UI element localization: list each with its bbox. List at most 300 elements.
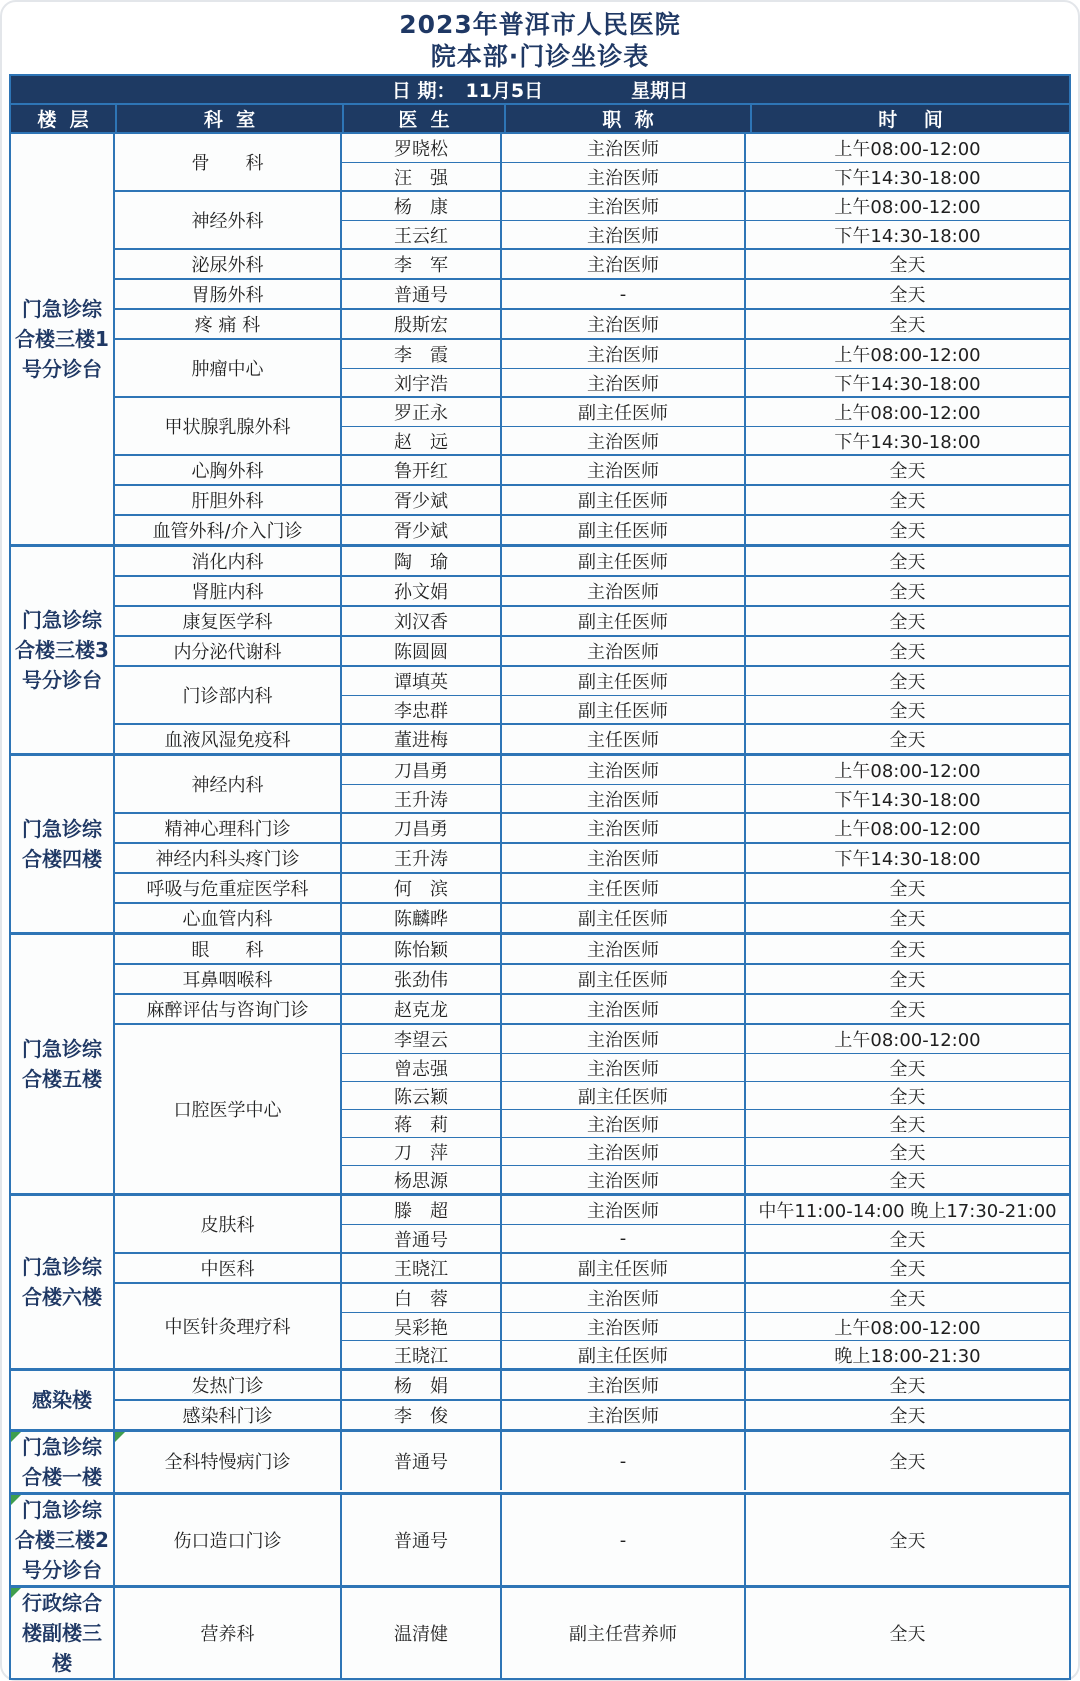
doctor-title: 主治医师 [502, 456, 746, 484]
doctor-name: 王升涛 [342, 785, 502, 812]
doctor-rows [342, 1432, 1069, 1490]
doctor-rows [342, 874, 1069, 902]
doctor-rows [342, 995, 1069, 1023]
doctor-rows [342, 844, 1069, 872]
schedule-row [342, 607, 1069, 635]
schedule-row [342, 1165, 1069, 1193]
doctor-rows [342, 516, 1069, 544]
clinic-time: 下午14:30-18:00 [834, 789, 981, 811]
doctor-rows [342, 1025, 1069, 1193]
clinic-time: 全天 [889, 879, 926, 900]
department-name: 呼吸与危重症医学科 [115, 874, 342, 902]
department-group [115, 1282, 1069, 1368]
floor-label: 门急诊综合楼一楼 [11, 1432, 115, 1492]
doctor-title: 主治医师 [502, 1284, 746, 1312]
doctor-title: 副主任医师 [502, 1254, 746, 1282]
doctor-name: 王升涛 [342, 844, 502, 872]
doctor-rows [342, 1588, 1069, 1678]
department-name: 皮肤科 [115, 1196, 342, 1252]
page-title-line2: 院本部·门诊坐诊表 [430, 42, 650, 71]
schedule-row [342, 637, 1069, 665]
clinic-time: 下午14:30-18:00 [834, 849, 981, 870]
doctor-title: 主治医师 [502, 250, 746, 278]
department-name: 肝胆外科 [115, 486, 342, 514]
department-name: 神经内科头疼门诊 [115, 844, 342, 872]
doctor-title: 主治医师 [502, 1110, 746, 1137]
clinic-time: 全天 [889, 970, 926, 991]
department-name: 门诊部内科 [115, 667, 342, 723]
doctor-name: 何 滨 [342, 874, 502, 902]
floor-block [11, 932, 1069, 1193]
clinic-time: 下午14:30-18:00 [834, 373, 981, 395]
department-group [115, 902, 1069, 932]
clinic-time: 全天 [889, 612, 926, 633]
clinic-time: 全天 [889, 1406, 926, 1427]
doctor-title: 主治医师 [502, 369, 746, 396]
doctor-rows [342, 814, 1069, 842]
clinic-time: 下午14:30-18:00 [834, 225, 981, 247]
department-group [115, 1023, 1069, 1193]
weekday-value: 星期日 [631, 80, 689, 102]
department-name: 伤口造口门诊 [115, 1495, 342, 1585]
doctor-rows [342, 310, 1069, 338]
clinic-time: 全天 [889, 730, 926, 751]
doctor-title: 主治医师 [502, 340, 746, 368]
department-name: 康复医学科 [115, 607, 342, 635]
doctor-title: 主治医师 [502, 1166, 746, 1193]
doctor-title: 主治医师 [502, 1196, 746, 1224]
schedule-table [9, 74, 1071, 1680]
department-column [115, 1196, 1069, 1368]
department-group [115, 134, 1069, 190]
doctor-rows [342, 398, 1069, 454]
department-name: 肾脏内科 [115, 577, 342, 605]
schedule-row [342, 814, 1069, 842]
doctor-rows [342, 607, 1069, 635]
floor-block [11, 134, 1069, 544]
clinic-time: 全天 [889, 1376, 926, 1397]
clinic-time: 全天 [889, 1170, 926, 1192]
doctor-title: 主治医师 [502, 1025, 746, 1053]
schedule-row [342, 280, 1069, 308]
doctor-name: 王晓江 [342, 1341, 502, 1368]
doctor-rows [342, 1495, 1069, 1585]
doctor-name: 陈麟晔 [342, 904, 502, 932]
schedule-row [342, 162, 1069, 190]
doctor-title: 主任医师 [502, 725, 746, 753]
doctor-title: 副主任营养师 [502, 1588, 746, 1678]
doctor-rows [342, 134, 1069, 190]
schedule-row [342, 995, 1069, 1023]
doctor-name: 罗晓松 [342, 134, 502, 162]
schedule-row [342, 844, 1069, 872]
department-column [115, 547, 1069, 753]
department-name: 甲状腺乳腺外科 [115, 398, 342, 454]
doctor-title: 主治医师 [502, 1401, 746, 1429]
doctor-name: 胥少斌 [342, 486, 502, 514]
department-group [115, 756, 1069, 812]
doctor-title: 主治医师 [502, 785, 746, 812]
doctor-name: 温清健 [342, 1588, 502, 1678]
department-group [115, 338, 1069, 396]
schedule-row [342, 667, 1069, 695]
doctor-rows [342, 965, 1069, 993]
clinic-time: 全天 [889, 700, 926, 722]
schedule-row [342, 1196, 1069, 1224]
doctor-rows [342, 725, 1069, 753]
schedule-row [342, 784, 1069, 812]
doctor-name: 李 霞 [342, 340, 502, 368]
doctor-title: 主治医师 [502, 221, 746, 248]
doctor-rows [342, 667, 1069, 723]
clinic-time: 全天 [889, 1259, 926, 1280]
department-name: 中医科 [115, 1254, 342, 1282]
doctor-title: 主治医师 [502, 1371, 746, 1399]
doctor-title: 副主任医师 [502, 516, 746, 544]
column-header-floor: 楼 层 [37, 109, 89, 131]
doctor-name: 杨 康 [342, 192, 502, 220]
doctor-rows [342, 637, 1069, 665]
doctor-title: 主治医师 [502, 995, 746, 1023]
clinic-time: 全天 [889, 1086, 926, 1108]
schedule-sheet [9, 8, 1071, 1680]
doctor-name: 赵克龙 [342, 995, 502, 1023]
doctor-name: 普通号 [342, 1432, 502, 1490]
schedule-row [342, 310, 1069, 338]
schedule-row [342, 1081, 1069, 1109]
doctor-title: 主治医师 [502, 844, 746, 872]
doctor-title: 主任医师 [502, 874, 746, 902]
doctor-rows [342, 280, 1069, 308]
doctor-title: 副主任医师 [502, 398, 746, 426]
department-name: 感染科门诊 [115, 1401, 342, 1429]
clinic-time: 上午08:00-12:00 [834, 1030, 981, 1051]
floor-block [11, 1429, 1069, 1492]
doctor-name: 陈圆圆 [342, 637, 502, 665]
doctor-rows [342, 577, 1069, 605]
doctor-name: 杨思源 [342, 1166, 502, 1193]
department-name: 发热门诊 [115, 1371, 342, 1399]
clinic-time: 上午08:00-12:00 [834, 819, 981, 840]
department-group [115, 1196, 1069, 1252]
doctor-title: 主治医师 [502, 134, 746, 162]
schedule-row [342, 134, 1069, 162]
doctor-title: 副主任医师 [502, 486, 746, 514]
clinic-time: 上午08:00-12:00 [834, 345, 981, 366]
clinic-time: 全天 [889, 940, 926, 961]
schedule-row [342, 1109, 1069, 1137]
doctor-name: 王晓江 [342, 1254, 502, 1282]
schedule-row [342, 725, 1069, 753]
doctor-rows [342, 935, 1069, 963]
schedule-row [342, 547, 1069, 575]
doctor-name: 罗正永 [342, 398, 502, 426]
doctor-name: 汪 强 [342, 163, 502, 190]
department-group [115, 1399, 1069, 1429]
schedule-row [342, 1588, 1069, 1678]
clinic-time: 全天 [889, 255, 926, 276]
department-group [115, 454, 1069, 484]
clinic-time: 全天 [889, 1229, 926, 1251]
department-group [115, 514, 1069, 544]
doctor-title: 副主任医师 [502, 965, 746, 993]
schedule-row [342, 426, 1069, 454]
department-group [115, 723, 1069, 753]
department-group [115, 484, 1069, 514]
schedule-row [342, 250, 1069, 278]
department-name: 眼 科 [115, 935, 342, 963]
column-header-doctor: 医 生 [342, 105, 504, 132]
department-group [115, 278, 1069, 308]
doctor-title: - [502, 280, 746, 308]
department-name: 耳鼻咽喉科 [115, 965, 342, 993]
department-group [115, 665, 1069, 723]
column-header-title: 职 称 [504, 105, 750, 132]
schedule-row [342, 1371, 1069, 1399]
doctor-name: 普通号 [342, 1225, 502, 1252]
schedule-row [342, 1284, 1069, 1312]
doctor-title: 副主任医师 [502, 607, 746, 635]
clinic-time: 中午11:00-14:00 晚上17:30-21:00 [758, 1201, 1057, 1222]
doctor-name: 普通号 [342, 1495, 502, 1585]
department-group [115, 842, 1069, 872]
doctor-name: 李 俊 [342, 1401, 502, 1429]
doctor-title: 主治医师 [502, 1054, 746, 1081]
clinic-time: 全天 [889, 672, 926, 693]
doctor-title: 副主任医师 [502, 904, 746, 932]
doctor-title: 主治医师 [502, 1138, 746, 1165]
doctor-title: 副主任医师 [502, 667, 746, 695]
schedule-row [342, 874, 1069, 902]
schedule-row [342, 1053, 1069, 1081]
doctor-name: 孙文娟 [342, 577, 502, 605]
schedule-row [342, 368, 1069, 396]
doctor-rows [342, 1196, 1069, 1252]
doctor-name: 陈云颖 [342, 1082, 502, 1109]
clinic-time: 全天 [889, 521, 926, 542]
table-body [11, 134, 1069, 1678]
clinic-time: 全天 [889, 1142, 926, 1164]
doctor-rows [342, 1401, 1069, 1429]
clinic-time: 全天 [889, 491, 926, 512]
department-column [115, 756, 1069, 932]
department-name: 口腔医学中心 [115, 1025, 342, 1193]
doctor-title: 主治医师 [502, 163, 746, 190]
clinic-time: 全天 [889, 1624, 926, 1645]
schedule-row [342, 456, 1069, 484]
department-group [115, 396, 1069, 454]
schedule-row [342, 1495, 1069, 1585]
department-name: 精神心理科门诊 [115, 814, 342, 842]
doctor-name: 普通号 [342, 280, 502, 308]
department-name: 骨 科 [115, 134, 342, 190]
department-name: 心胸外科 [115, 456, 342, 484]
department-name: 营养科 [115, 1588, 342, 1678]
department-name: 神经外科 [115, 192, 342, 248]
department-name: 疼 痛 科 [115, 310, 342, 338]
clinic-time: 全天 [889, 1114, 926, 1136]
department-name: 血液风湿免疫科 [115, 725, 342, 753]
schedule-row [342, 1432, 1069, 1490]
doctor-rows [342, 1371, 1069, 1399]
clinic-time: 全天 [889, 582, 926, 603]
schedule-row [342, 398, 1069, 426]
department-group [115, 635, 1069, 665]
doctor-rows [342, 1284, 1069, 1368]
clinic-time: 下午14:30-18:00 [834, 167, 981, 189]
schedule-row [342, 695, 1069, 723]
doctor-name: 白 蓉 [342, 1284, 502, 1312]
title-band [9, 8, 1071, 74]
date-label: 日 期： [391, 80, 456, 102]
clinic-time: 全天 [889, 1000, 926, 1021]
doctor-rows [342, 904, 1069, 932]
date-value: 11月5日 [465, 80, 544, 102]
department-group [115, 935, 1069, 963]
department-name: 内分泌代谢科 [115, 637, 342, 665]
doctor-title: 主治医师 [502, 192, 746, 220]
floor-label: 门急诊综合楼六楼 [11, 1196, 115, 1368]
doctor-name: 董进梅 [342, 725, 502, 753]
floor-block [11, 1492, 1069, 1585]
department-column [115, 935, 1069, 1193]
schedule-row [342, 756, 1069, 784]
doctor-name: 陶 瑜 [342, 547, 502, 575]
doctor-name: 刘宇浩 [342, 369, 502, 396]
department-group [115, 547, 1069, 575]
schedule-row [342, 220, 1069, 248]
department-name: 肿瘤中心 [115, 340, 342, 396]
clinic-time: 全天 [889, 1452, 926, 1473]
department-group [115, 872, 1069, 902]
department-name: 中医针灸理疗科 [115, 1284, 342, 1368]
doctor-rows [342, 486, 1069, 514]
clinic-time: 全天 [889, 1058, 926, 1080]
department-group [115, 1495, 1069, 1585]
schedule-row [342, 577, 1069, 605]
doctor-name: 谭填英 [342, 667, 502, 695]
department-group [115, 308, 1069, 338]
department-name: 泌尿外科 [115, 250, 342, 278]
floor-label: 门急诊综合楼四楼 [11, 756, 115, 932]
doctor-name: 刀昌勇 [342, 756, 502, 784]
department-group [115, 248, 1069, 278]
department-name: 全科特慢病门诊 [115, 1432, 342, 1490]
department-group [115, 575, 1069, 605]
department-column [115, 1588, 1069, 1678]
department-column [115, 1371, 1069, 1429]
clinic-time: 上午08:00-12:00 [834, 197, 981, 218]
department-group [115, 1371, 1069, 1399]
floor-block [11, 544, 1069, 753]
schedule-row [342, 340, 1069, 368]
clinic-time: 上午08:00-12:00 [834, 1317, 981, 1339]
floor-label: 门急诊综合楼三楼1号分诊台 [11, 134, 115, 544]
page-title-line1: 2023年普洱市人民医院 [399, 10, 681, 39]
doctor-name: 鲁开红 [342, 456, 502, 484]
clinic-time: 上午08:00-12:00 [834, 761, 981, 782]
schedule-row [342, 1025, 1069, 1053]
department-name: 血管外科/介入门诊 [115, 516, 342, 544]
department-column [115, 134, 1069, 544]
schedule-row [342, 516, 1069, 544]
doctor-name: 吴彩艳 [342, 1313, 502, 1340]
clinic-time: 全天 [889, 642, 926, 663]
schedule-row [342, 1401, 1069, 1429]
department-group [115, 1432, 1069, 1490]
doctor-rows [342, 756, 1069, 812]
doctor-name: 胥少斌 [342, 516, 502, 544]
doctor-title: - [502, 1225, 746, 1252]
floor-label: 门急诊综合楼五楼 [11, 935, 115, 1193]
doctor-rows [342, 1254, 1069, 1282]
doctor-name: 张劲伟 [342, 965, 502, 993]
doctor-title: 副主任医师 [502, 696, 746, 723]
doctor-title: 副主任医师 [502, 547, 746, 575]
doctor-name: 李望云 [342, 1025, 502, 1053]
department-column [115, 1432, 1069, 1492]
column-header-time: 时 间 [750, 105, 1069, 132]
doctor-name: 刀昌勇 [342, 814, 502, 842]
doctor-rows [342, 456, 1069, 484]
schedule-row [342, 192, 1069, 220]
clinic-time: 下午14:30-18:00 [834, 431, 981, 453]
doctor-name: 刘汉香 [342, 607, 502, 635]
floor-block [11, 1193, 1069, 1368]
doctor-title: 副主任医师 [502, 1341, 746, 1368]
clinic-time: 上午08:00-12:00 [834, 139, 981, 160]
doctor-name: 刀 萍 [342, 1138, 502, 1165]
doctor-title: 副主任医师 [502, 1082, 746, 1109]
schedule-row [342, 1137, 1069, 1165]
department-group [115, 190, 1069, 248]
doctor-rows [342, 250, 1069, 278]
doctor-title: 主治医师 [502, 935, 746, 963]
clinic-time: 上午08:00-12:00 [834, 403, 981, 424]
clinic-time: 全天 [889, 1289, 926, 1310]
department-group [115, 812, 1069, 842]
doctor-rows [342, 192, 1069, 248]
clinic-time: 全天 [889, 461, 926, 482]
doctor-name: 蒋 莉 [342, 1110, 502, 1137]
schedule-row [342, 1224, 1069, 1252]
doctor-title: 主治医师 [502, 310, 746, 338]
doctor-name: 殷斯宏 [342, 310, 502, 338]
floor-block [11, 1368, 1069, 1429]
doctor-title: 主治医师 [502, 637, 746, 665]
department-group [115, 1252, 1069, 1282]
date-bar [11, 76, 1069, 105]
floor-label: 门急诊综合楼三楼3号分诊台 [11, 547, 115, 753]
department-group [115, 963, 1069, 993]
department-group [115, 605, 1069, 635]
doctor-name: 王云红 [342, 221, 502, 248]
floor-label: 行政综合楼副楼三楼 [11, 1588, 115, 1678]
doctor-rows [342, 547, 1069, 575]
department-column [115, 1495, 1069, 1585]
schedule-row [342, 935, 1069, 963]
department-name: 神经内科 [115, 756, 342, 812]
doctor-rows [342, 340, 1069, 396]
doctor-title: 主治医师 [502, 577, 746, 605]
clinic-time: 晚上18:00-21:30 [834, 1345, 981, 1367]
doctor-name: 陈怡颖 [342, 935, 502, 963]
clinic-time: 全天 [889, 909, 926, 930]
department-name: 消化内科 [115, 547, 342, 575]
doctor-name: 李 军 [342, 250, 502, 278]
schedule-row [342, 965, 1069, 993]
department-group [115, 993, 1069, 1023]
